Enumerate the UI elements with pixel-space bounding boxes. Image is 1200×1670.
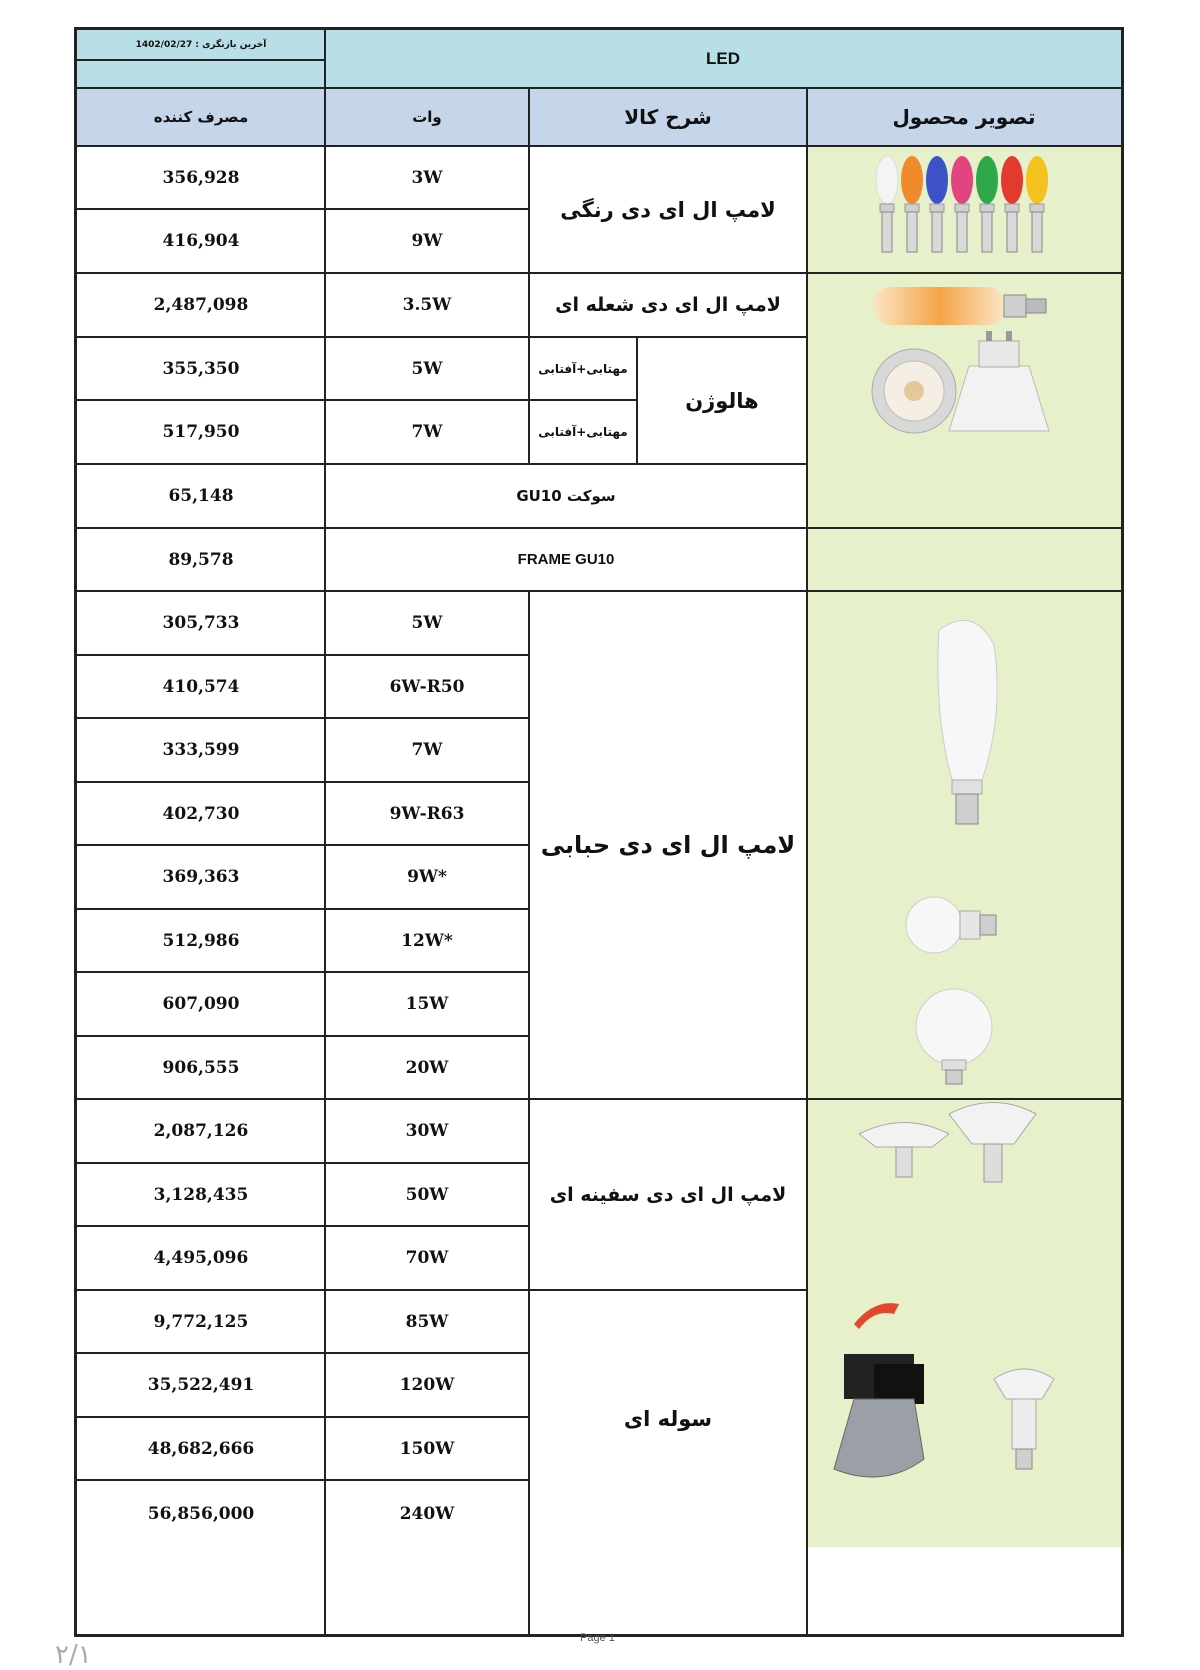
table-row: 333,599 bbox=[162, 740, 240, 760]
watt-cell: 5W bbox=[411, 613, 443, 633]
image-cell-colored bbox=[807, 146, 1121, 273]
column-header-image: تصویر محصول bbox=[807, 88, 1121, 146]
description-ufo: لامپ ال ای دی سفینه ای bbox=[549, 1183, 787, 1206]
page-label: Page 1 bbox=[580, 1632, 615, 1644]
page-number: ۲/۱ bbox=[55, 1640, 92, 1670]
watt-cell: 150W bbox=[399, 1438, 455, 1459]
highbay-lamp-icon bbox=[834, 1354, 1054, 1477]
last-update-empty-cell bbox=[77, 60, 325, 88]
table-row: 89,578 bbox=[168, 549, 234, 570]
last-update-cell bbox=[77, 30, 325, 60]
description-highbay: سوله ای bbox=[623, 1406, 713, 1431]
watt-cell: 20W bbox=[405, 1057, 449, 1078]
table-row: 410,574 bbox=[162, 676, 240, 697]
column-header-watt: وات bbox=[325, 88, 529, 146]
table-row: 48,682,666 bbox=[147, 1438, 255, 1459]
table-row: 35,522,491 bbox=[147, 1375, 255, 1395]
column-header-price: مصرف کننده bbox=[77, 88, 325, 146]
table-row: 416,904 bbox=[162, 231, 240, 251]
table-row: 9,772,125 bbox=[153, 1311, 249, 1332]
table-row: 607,090 bbox=[162, 994, 240, 1014]
globe-bulb-icon bbox=[894, 605, 1034, 1085]
last-update-text: آخرین بازنگری : 1402/02/27 bbox=[135, 40, 267, 50]
flame-bulb-icon bbox=[854, 281, 1074, 451]
category-cell bbox=[325, 30, 1121, 88]
watt-cell: 3W bbox=[411, 167, 443, 188]
watt-cell: 50W bbox=[405, 1184, 449, 1205]
watt-cell: 7W bbox=[411, 422, 443, 442]
image-cell-flame-halogen bbox=[807, 273, 1121, 528]
image-cell-bulb bbox=[807, 591, 1121, 1099]
table-row: 906,555 bbox=[162, 1057, 240, 1078]
watt-cell: 7W bbox=[411, 740, 443, 760]
price-table bbox=[74, 27, 1124, 1637]
watt-cell: 85W bbox=[405, 1311, 449, 1332]
table-row: 355,350 bbox=[162, 358, 240, 379]
description-halogen-sub-2: مهتابی+آفتابی bbox=[538, 425, 628, 439]
table-row: 305,733 bbox=[162, 613, 240, 633]
table-row: 56,856,000 bbox=[147, 1503, 255, 1524]
description-halogen-sub-1: مهتابی+آفتابی bbox=[538, 361, 628, 376]
watt-cell: 9W* bbox=[407, 867, 447, 887]
watt-cell: 6W-R50 bbox=[389, 676, 465, 697]
watt-cell: 9W-R63 bbox=[389, 803, 465, 824]
description-socket: سوکت GU10 bbox=[516, 487, 616, 505]
table-row: 369,363 bbox=[162, 867, 240, 887]
watt-cell: 3.5W bbox=[402, 295, 452, 315]
table-row: 65,148 bbox=[168, 486, 234, 506]
image-cell-frame bbox=[807, 528, 1121, 591]
image-cell-ufo-highbay bbox=[807, 1099, 1121, 1547]
watt-cell: 120W bbox=[399, 1375, 455, 1395]
new-ribbon-icon bbox=[854, 1303, 899, 1329]
watt-cell: 30W bbox=[405, 1121, 449, 1141]
table-row: 517,950 bbox=[162, 422, 240, 442]
watt-cell: 240W bbox=[399, 1503, 455, 1524]
table-row: 402,730 bbox=[162, 803, 240, 824]
description-colored: لامپ ال ای دی رنگی bbox=[560, 197, 776, 222]
watt-cell: 5W bbox=[411, 358, 443, 379]
table-row: 512,986 bbox=[162, 930, 240, 951]
category-title: LED bbox=[706, 49, 740, 68]
watt-cell: 70W bbox=[405, 1248, 449, 1268]
gu10-spotlight-icon bbox=[872, 331, 1049, 433]
table-row: 2,087,126 bbox=[153, 1121, 249, 1141]
description-flame: لامپ ال ای دی شعله ای bbox=[555, 294, 781, 316]
description-frame: FRAME GU10 bbox=[517, 551, 615, 568]
table-row: 2,487,098 bbox=[153, 295, 249, 315]
table-row: 3,128,435 bbox=[153, 1184, 249, 1205]
ufo-lamp-icon bbox=[814, 1099, 1114, 1539]
watt-cell: 9W bbox=[411, 231, 443, 251]
table-row: 4,495,096 bbox=[153, 1248, 249, 1268]
table-row: 356,928 bbox=[162, 167, 240, 188]
column-header-description: شرح کالا bbox=[529, 88, 807, 146]
watt-cell: 15W bbox=[405, 994, 449, 1014]
watt-cell: 12W* bbox=[401, 930, 453, 951]
description-halogen: هالوژن bbox=[685, 388, 759, 413]
description-bulb: لامپ ال ای دی حبابی bbox=[540, 831, 796, 859]
colored-candle-bulbs-icon bbox=[869, 150, 1059, 270]
